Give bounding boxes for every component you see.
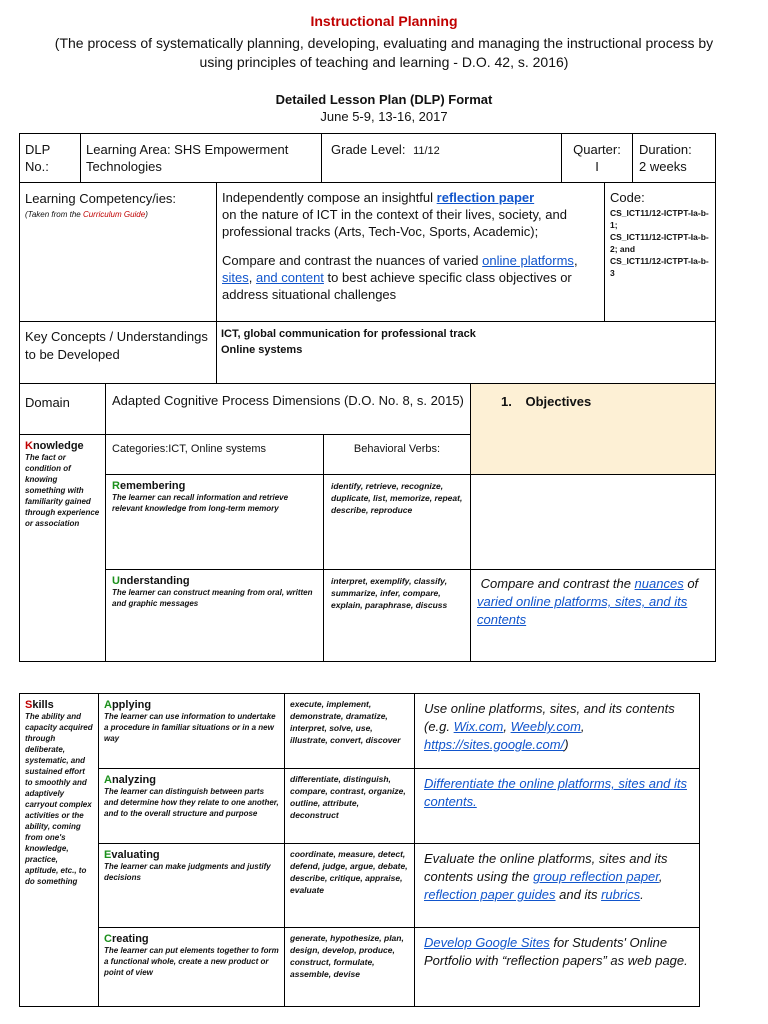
remembering-description: The learner can recall information and retrieve relevant knowledge from long-term memory <box>112 493 289 513</box>
evaluating-cell <box>98 843 285 928</box>
code-values: CS_ICT11/12-ICTPT-Ia-b-1; CS_ICT11/12-ICTPT-Ia-b-2; and CS_ICT11/12-ICTPT-Ia-b-3 <box>610 208 709 278</box>
creating-description: The learner can put elements together to form a functional whole, create a new product or point of view <box>104 946 279 977</box>
analyzing-cell <box>98 768 285 844</box>
creating-title: Creating <box>104 933 149 945</box>
creating-objective: Develop Google Sites for Students' Online Portfolio with “reflection papers” as web page. <box>424 935 688 968</box>
applying-objective: Use online platforms, sites, and its contents (e.g. Wix.com, Weebly.com, https://sites.google.com/) <box>424 701 675 752</box>
wix-link[interactable]: Wix.com <box>453 719 504 734</box>
format-title: Detailed Lesson Plan (DLP) Format <box>275 92 493 107</box>
dlp-no-cell <box>19 133 81 183</box>
objectives-label: Objectives <box>525 394 592 409</box>
creating-verbs: generate, hypothesize, plan, design, develop, produce, construct, formulate, assemble, devise <box>290 933 404 979</box>
behavioral-verbs-label: Behavioral Verbs: <box>353 443 441 455</box>
objectives-number: 1. <box>501 394 512 409</box>
applying-cell <box>98 693 285 769</box>
understanding-objective: Compare and contrast the nuances of varied online platforms, sites, and its contents <box>477 576 699 627</box>
competency-1: Independently compose an insightful reflection paper on the nature of ICT in the context of their lives, society, and professional tracks (Arts, Tech-Voc, Sports, Academic); <box>222 190 567 239</box>
weebly-link[interactable]: Weebly.com <box>510 719 581 734</box>
key-concept-2: Online systems <box>221 344 303 356</box>
understanding-title: Understanding <box>112 575 190 587</box>
applying-objective-cell <box>414 693 700 769</box>
remembering-title: Remembering <box>112 480 186 492</box>
content-link[interactable]: and content <box>255 270 324 285</box>
competency-2: Compare and contrast the nuances of varied online platforms, sites, and content to best achieve specific class objectives or address situational challenges <box>222 253 578 302</box>
competency-source: (Taken from the Curriculum Guide) <box>25 210 148 219</box>
key-concepts-label-cell <box>19 321 217 384</box>
reflection-paper-link[interactable]: reflection paper <box>436 190 535 205</box>
skills-title: Skills <box>25 699 54 711</box>
applying-description: The learner can use information to undertake a procedure in familiar situations or in a new way <box>104 712 276 743</box>
quarter-value: I <box>595 159 599 174</box>
understanding-objective-cell <box>470 569 716 662</box>
competency-label-cell <box>19 182 217 322</box>
domain-header-cell <box>19 383 106 435</box>
adapted-cognitive-label: Adapted Cognitive Process Dimensions (D.O. No. 8, s. 2015) <box>112 393 464 408</box>
remembering-verbs: identify, retrieve, recognize, duplicate, list, memorize, repeat, describe, reproduce <box>331 481 463 515</box>
remembering-objective-cell <box>470 474 716 570</box>
duration-value: 2 weeks <box>639 159 687 174</box>
adapted-cognitive-cell <box>105 383 471 435</box>
key-concept-1: ICT, global communication for professional track <box>221 328 476 340</box>
evaluating-objective: Evaluate the online platforms, sites and its contents using the group reflection paper, reflection paper guides and its rubrics. <box>424 851 668 902</box>
analyzing-verbs: differentiate, distinguish, compare, contrast, organize, outline, attribute, deconstruct <box>290 774 406 820</box>
code-label: Code: <box>610 190 645 205</box>
remembering-verbs-cell <box>323 474 471 570</box>
knowledge-domain-cell <box>19 434 106 662</box>
understanding-description: The learner can construct meaning from oral, written and graphic messages <box>112 588 313 608</box>
quarter-cell <box>561 133 633 183</box>
understanding-verbs: interpret, exemplify, classify, summarize, infer, compare, explain, paraphrase, discuss <box>331 576 448 610</box>
knowledge-title: Knowledge <box>25 440 84 452</box>
nuances-link[interactable]: nuances <box>634 576 684 591</box>
group-reflection-paper-link[interactable]: group reflection paper <box>533 869 659 884</box>
applying-verbs-cell <box>284 693 415 769</box>
develop-google-sites-link[interactable]: Develop Google Sites <box>424 935 550 950</box>
document-subtitle: (The process of systematically planning, developing, evaluating and managing the instructional process by using principles of teaching and learning - D.O. 42, s. 2016) <box>54 35 714 70</box>
skills-domain-cell <box>19 693 99 1007</box>
grade-level-label: Grade Level: <box>331 142 406 157</box>
quarter-label: Quarter: <box>573 142 621 157</box>
grade-level-cell <box>321 133 562 183</box>
creating-objective-cell <box>414 927 700 1007</box>
online-platforms-link[interactable]: online platforms <box>482 253 574 268</box>
evaluating-description: The learner can make judgments and justify decisions <box>104 862 271 882</box>
domain-label: Domain <box>25 395 70 410</box>
analyzing-description: The learner can distinguish between parts and determine how they relate to one another, and to the overall structure and purpose <box>104 787 279 818</box>
knowledge-description: The fact or condition of knowing something with familiarity gained through experience or association <box>25 453 100 528</box>
evaluating-verbs-cell <box>284 843 415 928</box>
dlp-no-label: DLP No.: <box>25 142 51 174</box>
understanding-verbs-cell <box>323 569 471 662</box>
sites-link[interactable]: sites <box>222 270 249 285</box>
evaluating-title: Evaluating <box>104 849 160 861</box>
rubrics-link[interactable]: rubrics <box>601 887 641 902</box>
remembering-cell <box>105 474 324 570</box>
creating-cell <box>98 927 285 1007</box>
objectives-header-cell <box>470 383 716 475</box>
evaluating-verbs: coordinate, measure, detect, defend, judge, argue, debate, describe, critique, appraise, evaluate <box>290 849 408 895</box>
behavioral-verbs-header-cell <box>323 434 471 475</box>
analyzing-objective-link[interactable]: Differentiate the online platforms, sites and its contents. <box>424 776 688 809</box>
code-cell <box>604 182 716 322</box>
applying-verbs: execute, implement, demonstrate, dramatize, interpret, solve, use, illustrate, convert, discover <box>290 699 401 745</box>
curriculum-guide-link[interactable]: Curriculum Guide <box>82 210 146 219</box>
date-range: June 5-9, 13-16, 2017 <box>320 109 448 124</box>
reflection-paper-guides-link[interactable]: reflection paper guides <box>424 887 556 902</box>
creating-verbs-cell <box>284 927 415 1007</box>
document-title: Instructional Planning <box>310 13 458 29</box>
learning-area-text: Learning Area: SHS Empowerment Technologies <box>86 142 289 174</box>
google-sites-link[interactable]: https://sites.google.com/ <box>424 737 565 752</box>
categories-cell <box>105 434 324 475</box>
competency-label: Learning Competency/ies: <box>25 191 177 206</box>
learning-area-cell <box>80 133 322 183</box>
analyzing-objective-cell <box>414 768 700 844</box>
understanding-cell <box>105 569 324 662</box>
varied-online-platforms-link[interactable]: varied online platforms, sites, and its contents <box>477 594 688 627</box>
applying-title: Applying <box>104 699 152 711</box>
duration-label: Duration: <box>639 142 692 157</box>
key-concepts-cell <box>216 321 716 384</box>
grade-level-value: 11/12 <box>413 145 440 157</box>
key-concepts-label: Key Concepts / Understandings to be Developed <box>25 329 208 362</box>
analyzing-title: Analyzing <box>104 774 156 786</box>
competency-text-cell <box>216 182 605 322</box>
evaluating-objective-cell <box>414 843 700 928</box>
categories-text: Categories:ICT, Online systems <box>112 443 267 455</box>
duration-cell <box>632 133 716 183</box>
analyzing-verbs-cell <box>284 768 415 844</box>
skills-description: The ability and capacity acquired through deliberate, systematic, and sustained effort to smoothly and adaptively carryout complex activities or the ability, coming from one's knowledge, practice, aptitude, etc., to do something <box>25 712 93 886</box>
